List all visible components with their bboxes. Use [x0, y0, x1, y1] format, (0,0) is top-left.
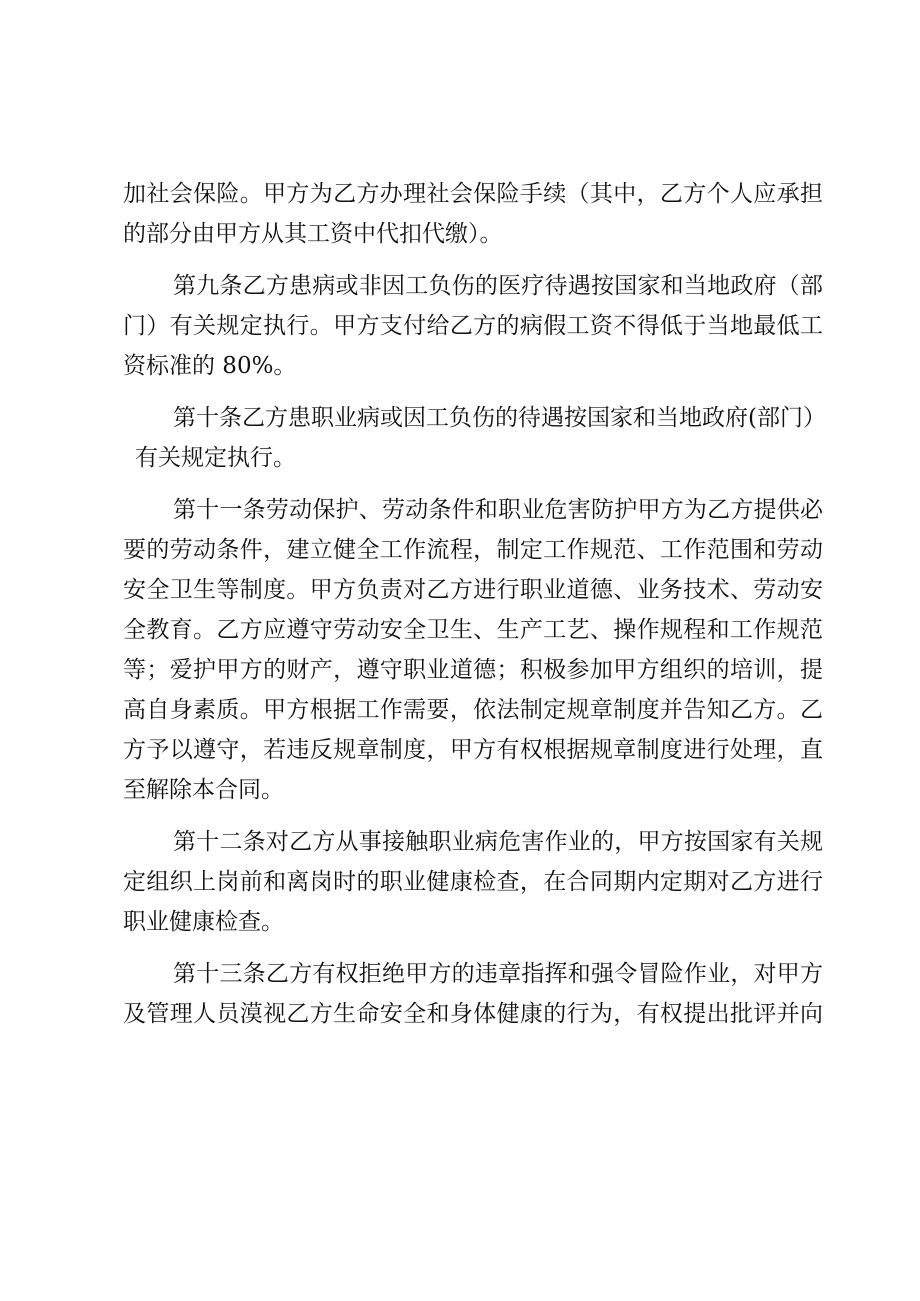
article-9-line: 门）有关规定执行。甲方支付给乙方的病假工资不得低于当地最低工 — [123, 313, 823, 339]
article-11-line: 安全卫生等制度。甲方负责对乙方进行职业道德、业务技术、劳动安 — [123, 577, 823, 603]
article-9-line: 资标准的 80%。 — [123, 353, 297, 379]
text-line: 的部分由甲方从其工资中代扣代缴）。 — [123, 221, 503, 247]
article-12-line: 定组织上岗前和离岗时的职业健康检查，在合同期内定期对乙方进行 — [123, 869, 823, 895]
article-11-line: 等；爱护甲方的财产，遵守职业道德；积极参加甲方组织的培训，提 — [123, 657, 823, 683]
article-12-line: 第十二条对乙方从事接触职业病危害作业的，甲方按国家有关规 — [173, 829, 823, 855]
article-11-line: 方予以遵守，若违反规章制度，甲方有权根据规章制度进行处理，直 — [123, 737, 823, 763]
article-12-line: 职业健康检查。 — [123, 909, 284, 935]
article-11-line: 全教育。乙方应遵守劳动安全卫生、生产工艺、操作规程和工作规范 — [123, 617, 823, 643]
article-11-line: 高自身素质。甲方根据工作需要，依法制定规章制度并告知乙方。乙 — [123, 697, 823, 723]
article-13-line: 及管理人员漠视乙方生命安全和身体健康的行为，有权提出批评并向 — [123, 1001, 823, 1027]
article-13-line: 第十三条乙方有权拒绝甲方的违章指挥和强令冒险作业，对甲方 — [173, 961, 823, 987]
article-9-line: 第九条乙方患病或非因工负伤的医疗待遇按国家和当地政府（部 — [173, 273, 823, 299]
article-10-line: 第十条乙方患职业病或因工负伤的待遇按国家和当地政府(部门） — [173, 405, 826, 431]
text-line: 加社会保险。甲方为乙方办理社会保险手续（其中，乙方个人应承担 — [123, 181, 823, 207]
article-11-line: 至解除本合同。 — [123, 777, 284, 803]
article-11-line: 第十一条劳动保护、劳动条件和职业危害防护甲方为乙方提供必 — [173, 497, 823, 523]
article-10-line: 有关规定执行。 — [135, 445, 296, 471]
contract-text — [123, 174, 826, 1034]
article-11-line: 要的劳动条件，建立健全工作流程，制定工作规范、工作范围和劳动 — [123, 537, 823, 563]
